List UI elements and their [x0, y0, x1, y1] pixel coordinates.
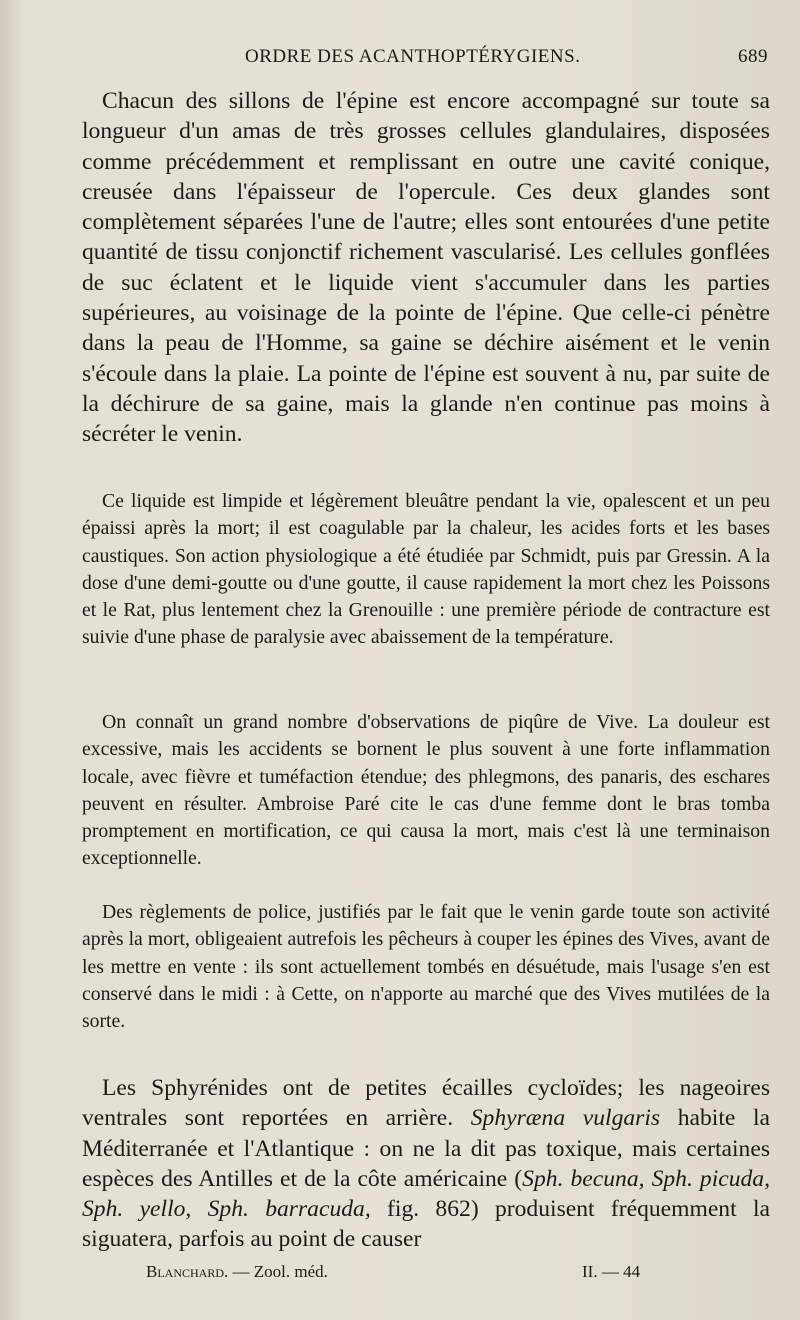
paragraph-police-regulations: Des règlements de police, justifiés par le fait que le venin garde toute son activité après la mort, obligeaient autrefois les pêcheurs à couper les épines des Vives, avant de les mettre en vente : ils sont actuellement tombés en désuétude, mais l'usage s'en est conservé dans le midi : à Cette, on n'apporte au marché que des Vives mutilées de la sorte.	[82, 901, 770, 1033]
page-footer	[146, 1262, 700, 1286]
paragraph-sting-observations: On connaît un grand nombre d'observations de piqûre de Vive. La douleur est excessive, mais les accidents se bornent le plus souvent à une forte inflammation locale, avec fièvre et tuméfaction étendue; des phlegmons, des panaris, des eschares peuvent en résulter. Ambroise Paré cite le cas d'une femme dont le bras tomba promptement en mortification, ce qui causa la mort, mais c'est là une terminaison exceptionnelle.	[82, 711, 770, 870]
species-name-sphyraena-vulgaris: Sphyræna vulgaris	[470, 1105, 661, 1132]
footer-book-title: — Zool. méd.	[228, 1262, 328, 1281]
sphyraenidae-text-a: Les Sphyrénides ont de petites écailles cycloïdes; les nageoires ventrales sont reportées en arrière.	[82, 1075, 770, 1132]
running-title: ORDRE DES ACANTHOPTÉRYGIENS.	[245, 46, 581, 67]
footer-author-book	[146, 1262, 328, 1282]
page-header	[100, 46, 772, 74]
page-number: 689	[738, 46, 768, 67]
sphyraenidae-text-e: fig. 862) produisent fréquemment la siguatera, parfois au point de causer	[82, 1196, 770, 1253]
paragraph-sphyraenidae	[82, 1073, 770, 1255]
paragraph-opercular-glands: Chacun des sillons de l'épine est encore accompagné sur toute sa longueur d'un amas de très grosses cellules glandulaires, disposées comme précédemment et remplissant en outre une cavité conique, creusée dans l'épaisseur de l'opercule. Ces deux glandes sont complètement séparées l'une de l'autre; elles sont entourées d'une petite quantité de tissu conjonctif richement vascularisé. Les cellules gonflées de suc éclatent et le liquide vient s'accumuler dans les parties supérieures, au voisinage de la pointe de l'épine. Que celle-ci pénètre dans la peau de l'Homme, sa gaine se déchire aisément et le venin s'écoule dans la plaie. La pointe de l'épine est souvent à nu, par suite de la déchirure de sa gaine, mais la glande n'en continue pas moins à sécréter le venin.	[82, 88, 770, 448]
sphyraenidae-text-c: habite la Méditerranée et l'Atlantique : on ne la dit pas toxique, mais certaines espèces des Antilles et de la côte américaine (	[82, 1105, 770, 1192]
footer-signature: II. — 44	[582, 1262, 641, 1281]
paragraph-venom-properties: Ce liquide est limpide et légèrement bleuâtre pendant la vie, opalescent et un peu épaissi après la mort; il est coagulable par la chaleur, les acides forts et les bases caustiques. Son action physiologique a été étudiée par Schmidt, puis par Gressin. A la dose d'une demi-goutte ou d'une goutte, il cause rapidement la mort chez les Poissons et le Rat, plus lentement chez la Grenouille : une première période de contracture est suivie d'une phase de paralysie avec abaissement de la température.	[82, 490, 770, 649]
species-names-antilles: Sph. becuna, Sph. picuda, Sph. yello, Sph. barracuda,	[82, 1165, 771, 1223]
footer-author: Blanchard.	[146, 1262, 229, 1281]
